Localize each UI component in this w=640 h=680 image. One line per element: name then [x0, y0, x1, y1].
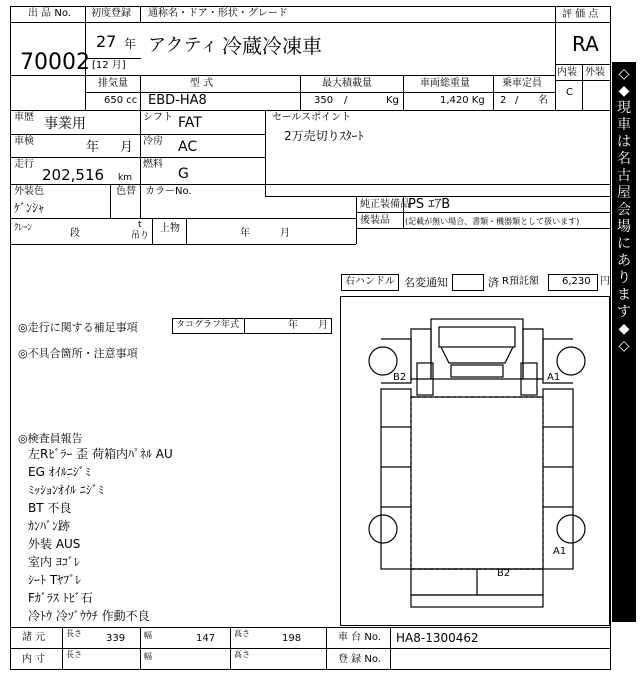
reg-label: 登 録 No. [338, 654, 381, 665]
report-line: 外装 AUS [28, 537, 81, 551]
frame-value: HA8-1300462 [396, 631, 479, 645]
inner-label: 内 寸 [22, 654, 46, 665]
width-value: 147 [196, 633, 216, 644]
crane-t: t [138, 220, 142, 230]
fuel-value: G [178, 166, 189, 182]
report-line: Fｶﾞﾗｽ ﾄﾋﾞ石 [28, 591, 93, 605]
side-char: り [617, 270, 631, 286]
report-line: ｼｰﾄ Tﾔﾌﾞﾚ [28, 573, 82, 587]
mileage-value: 202,516 [42, 166, 105, 184]
inspection-month: 月 [120, 140, 134, 155]
reg-month: [12 月] [92, 60, 126, 71]
crane-label: ｸﾚｰﾝ [14, 223, 33, 233]
tacho-year: 年 [288, 320, 298, 331]
side-char: 現 [617, 100, 631, 116]
height-value: 198 [282, 633, 302, 644]
mileage-unit: km [118, 173, 132, 183]
height-label: 高さ [234, 629, 250, 638]
tacho-month: 月 [318, 320, 328, 331]
recycle-unit: 円 [600, 276, 610, 287]
report-line: ﾐｯｼｮﾝｵｲﾙ ﾆｼﾞﾐ [28, 483, 104, 497]
disp-value: 650 cc [104, 95, 138, 106]
meihen-tick: 済 [488, 276, 499, 289]
maxload-slash: / [344, 95, 348, 106]
model-value: EBD-HA8 [148, 93, 207, 108]
gross-label: 車両総重量 [420, 78, 470, 89]
report-line: 室内 ﾖｺﾞﾚ [28, 555, 80, 569]
inner-length-label: 長さ [66, 650, 82, 659]
seats-label: 乗車定員 [502, 78, 542, 89]
inspector-label: ◎検査員報告 [18, 432, 83, 445]
length-label: 長さ [66, 629, 82, 638]
tacho-label: タコグラフ年式 [176, 320, 240, 330]
report-line: ｶﾝﾊﾞﾝ跡 [28, 519, 71, 533]
handle-value: 右ハンドル [345, 276, 395, 287]
seats-unit: 名 [538, 95, 548, 106]
seats-slash: / [515, 95, 519, 106]
side-char: ま [617, 287, 631, 303]
joya-year: 年 [240, 228, 250, 239]
joya-month: 月 [280, 228, 290, 239]
after-note: (記載が無い場合、書類・機器類として扱います) [405, 217, 580, 226]
side-char: あ [617, 253, 631, 269]
sales-label: セールスポイント [272, 112, 352, 123]
color-num-label: 色替 [116, 186, 136, 197]
crane-dan: 段 [70, 228, 80, 239]
dims-label: 諸 元 [22, 632, 46, 643]
maxload-unit: Kg [386, 95, 399, 106]
width-label: 幅 [144, 631, 152, 640]
inner-width-label: 幅 [144, 652, 152, 661]
fuel-label: 燃料 [143, 159, 163, 170]
first-reg-label: 初度登録 [91, 8, 131, 19]
history-value: 事業用 [44, 116, 86, 132]
inner-height-label: 高さ [234, 650, 250, 659]
side-char: ◇ [618, 338, 630, 354]
vehicle-diagram [340, 296, 610, 626]
color-label: 外装色 [14, 186, 44, 197]
side-char: 会 [617, 202, 631, 218]
mileage-label: 走行 [14, 159, 34, 170]
maxload-label: 最大積載量 [322, 78, 372, 89]
recycle-value: 6,230 [562, 276, 591, 287]
recycle-label: R預託額 [502, 276, 539, 287]
after-label: 後装品 [360, 215, 390, 226]
inspection-label: 車検 [14, 136, 34, 147]
crane-tsuri: 吊り [131, 231, 150, 241]
reg-year-unit: 年 [124, 37, 137, 51]
sales-value: 2万売切りｽﾀｰﾄ [284, 129, 364, 143]
eval-label: 評 価 点 [562, 9, 599, 20]
reg-year: 27 [96, 32, 117, 51]
seats-value: 2 [500, 95, 507, 106]
model-label: 型 式 [190, 78, 214, 89]
disp-label: 排気量 [98, 78, 128, 89]
car-name: アクティ [148, 35, 219, 56]
damage-mark: A1 [547, 372, 561, 383]
ac-value: AC [178, 139, 198, 155]
history-label: 車歴 [14, 112, 34, 123]
side-char: ◇ [618, 66, 630, 82]
equip-value: PS ｴｱB [408, 197, 451, 212]
lot-label: 出 品 No. [28, 8, 71, 19]
shift-value: FAT [178, 115, 202, 131]
side-char: 車 [617, 117, 631, 133]
report-line: BT 不良 [28, 501, 72, 515]
driving-notes-label: ◎走行に関する補足事項 [18, 321, 138, 334]
meihen-label: 名変通知 [404, 276, 448, 289]
equip-label: 純正装備品 [360, 199, 410, 210]
report-line: 冷ﾄｳ 冷ｿﾞｳｳﾁ 作動不良 [28, 609, 150, 623]
color-value: ｹﾞﾝｼｬ [14, 201, 45, 215]
side-char: 名 [617, 151, 631, 167]
damage-mark: B2 [497, 568, 511, 579]
side-char: に [617, 236, 631, 252]
side-char: は [617, 134, 631, 150]
truck-outline-drawing [341, 297, 611, 627]
eval-score: RA [572, 32, 599, 56]
side-char: 古 [617, 168, 631, 184]
side-char: 場 [617, 219, 631, 235]
shift-label: シフト [143, 112, 173, 123]
side-char: 屋 [617, 185, 631, 201]
ac-label: 冷房 [143, 136, 163, 147]
name-label: 通称名・ドア・形状・グレード [148, 8, 288, 19]
lot-number: 70002 [20, 50, 90, 75]
frame-label: 車 台 No. [338, 632, 381, 643]
interior-grade: C [566, 87, 573, 98]
meihen-box [452, 274, 484, 291]
report-line: EG ｵｲﾙﾆｼﾞﾐ [28, 465, 91, 479]
location-banner [612, 62, 636, 622]
color-no-label: カラーNo. [145, 186, 192, 197]
damage-mark: B2 [393, 372, 407, 383]
damage-mark: A1 [553, 546, 567, 557]
side-char: ◆ [618, 321, 630, 337]
car-type: 冷蔵冷凍車 [222, 34, 322, 58]
joya-label: 上物 [160, 223, 180, 234]
maxload-value: 350 [314, 95, 334, 106]
interior-label: 内装 [557, 67, 577, 78]
side-char: ◆ [618, 83, 630, 99]
defect-notes-label: ◎不具合箇所・注意事項 [18, 347, 138, 360]
length-value: 339 [106, 633, 126, 644]
gross-value: 1,420 Kg [440, 95, 485, 106]
exterior-label: 外装 [585, 67, 605, 78]
report-line: 左Rﾋﾞﾗｰ 歪 荷箱内ﾊﾟﾈﾙ AU [28, 447, 173, 461]
side-char: す [617, 304, 631, 320]
inspection-year: 年 [86, 140, 100, 155]
